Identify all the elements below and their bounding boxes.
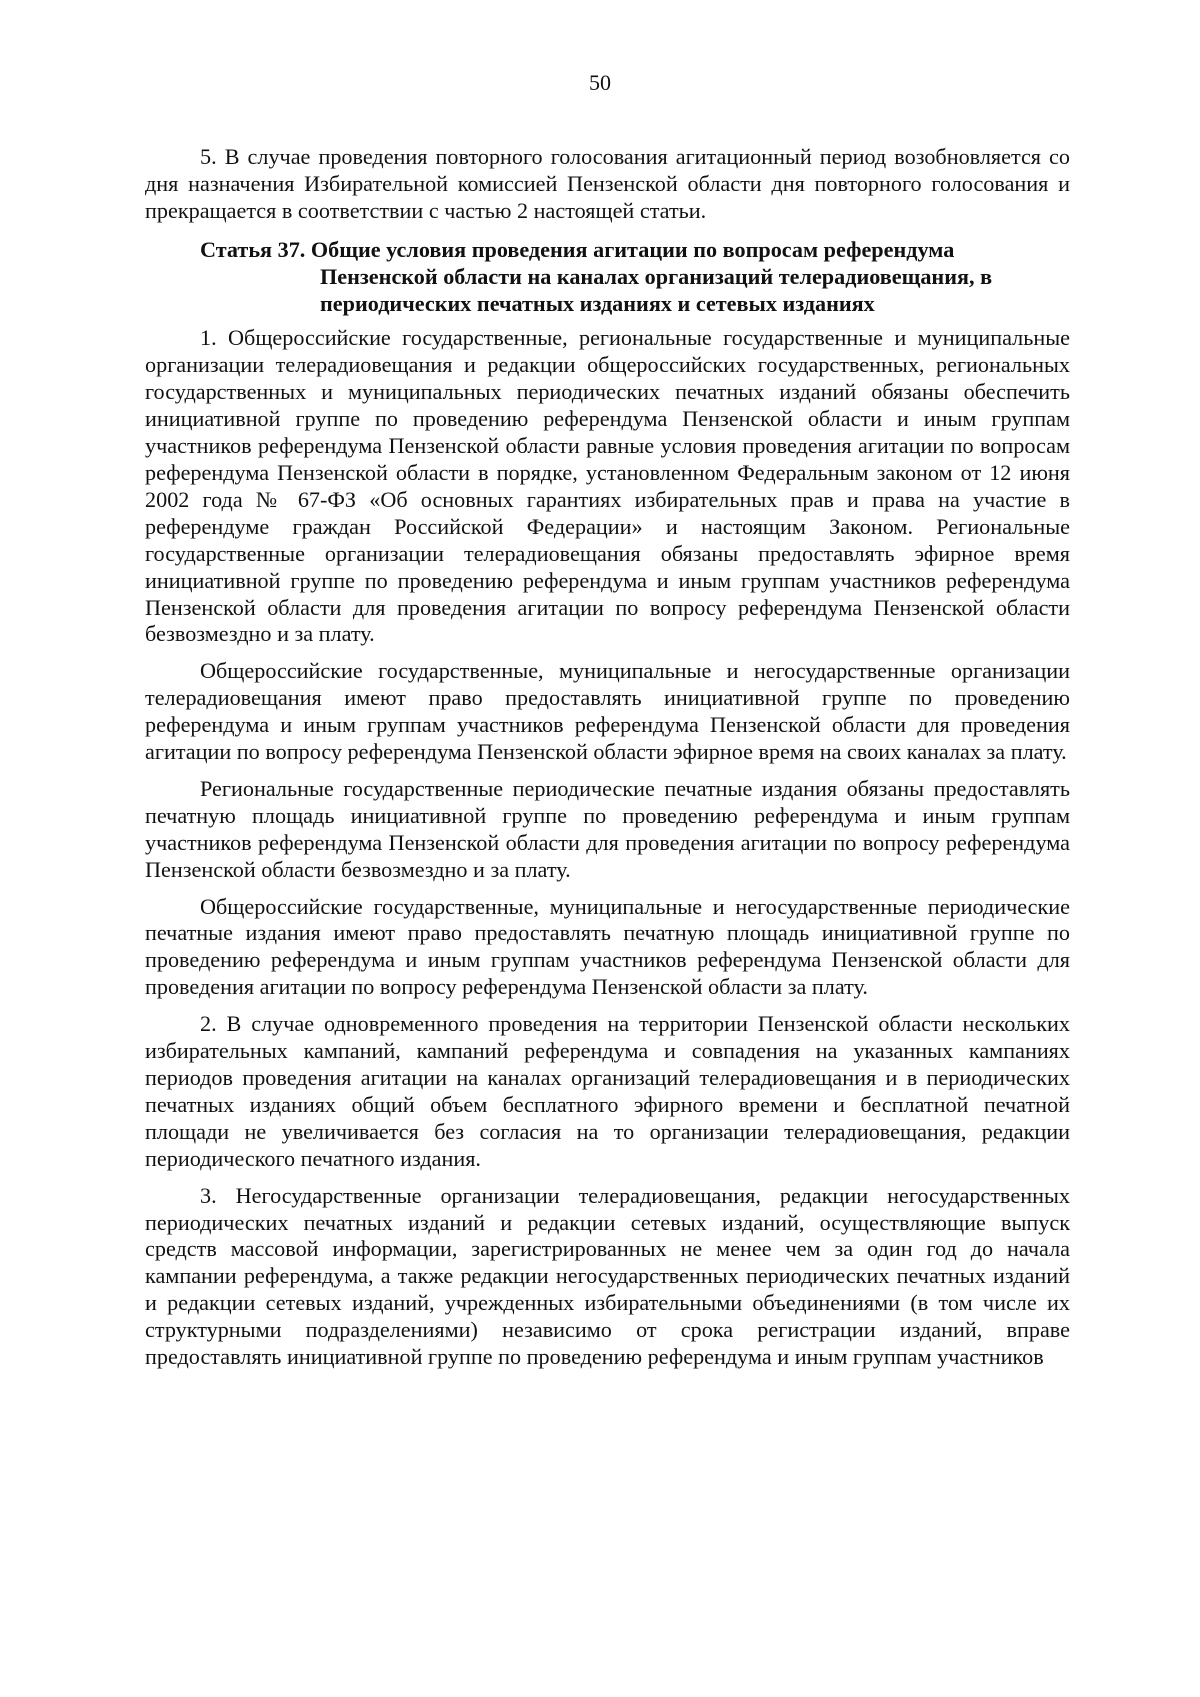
document-body bbox=[145, 144, 1070, 1381]
article-heading-line-3: периодических печатных изданиях и сетевых изданиях bbox=[320, 290, 875, 316]
paragraph-part-2: 2. В случае одновременного проведения на территории Пензенской области нескольких избирательных кампаний, кампаний референдума и совпадения на указанных кампаниях периодов проведения агитации на каналах организаций телерадиовещания и в периодических печатных изданиях общий объем бесплатного эфирного времени и бесплатной печатной площади не увеличивается без согласия на то организации телерадиовещания, редакции периодического печатного издания. bbox=[145, 1011, 1070, 1171]
article-heading bbox=[145, 237, 1070, 318]
article-heading-line-2: Пензенской области на каналах организаций телерадиовещания, в bbox=[320, 263, 993, 289]
paragraph-part-3: 3. Негосударственные организации телерадиовещания, редакции негосударственных периодических печатных изданий и редакции сетевых изданий, осуществляющие выпуск средств массовой информации, зарегистрированных не менее чем за один год до начала кампании референдума, а также редакции негосударственных периодических печатных изданий и редакции сетевых изданий, учрежденных избирательными объединениями (в том числе их структурными подразделениями) независимо от срока регистрации изданий, вправе предоставлять инициативной группе по проведению референдума и иным группам участников bbox=[145, 1182, 1070, 1370]
paragraph-broadcast-rights: Общероссийские государственные, муниципальные и негосударственные организации телерадиовещания имеют право предоставлять инициативной группе по проведению референдума и иным группам участников референдума Пензенской области для проведения агитации по вопросу референдума Пензенской области эфирное время на своих каналах за плату. bbox=[145, 658, 1070, 765]
paragraph-part-1: 1. Общероссийские государственные, региональные государственные и муниципальные организации телерадиовещания и редакции общероссийских государственных, региональных государственных и муниципальных периодических печатных изданий обязаны обеспечить инициативной группе по проведению референдума Пензенской области и иным группам участников референдума Пензенской области равные условия проведения агитации по вопросам референдума Пензенской области в порядке, установленном Федеральным законом от 12 июня 2002 года № 67-ФЗ «Об основных гарантиях избирательных прав и права на участие в референдуме граждан Российской Федерации» и настоящим Законом. Региональные государственные организации телерадиовещания обязаны предоставлять эфирное время инициативной группе по проведению референдума и иным группам участников референдума Пензенской области для проведения агитации по вопросу референдума Пензенской области безвозмездно и за плату. bbox=[145, 325, 1070, 647]
page-number: 50 bbox=[589, 70, 611, 95]
article-heading-line-1: Статья 37. Общие условия проведения агитации по вопросам референдума bbox=[200, 236, 955, 262]
paragraph-regional-print: Региональные государственные периодические печатные издания обязаны предоставлять печатную площадь инициативной группе по проведению референдума и иным группам участников референдума Пензенской области для проведения агитации по вопросу референдума Пензенской области безвозмездно и за плату. bbox=[145, 775, 1070, 882]
paragraph-part-5: 5. В случае проведения повторного голосования агитационный период возобновляется со дня назначения Избирательной комиссией Пензенской области дня повторного голосования и прекращается в соответствии с частью 2 настоящей статьи. bbox=[145, 144, 1070, 223]
paragraph-print-rights: Общероссийские государственные, муниципальные и негосударственные периодические печатные издания имеют право предоставлять печатную площадь инициативной группе по проведению референдума и иным группам участников референдума Пензенской области для проведения агитации по вопросу референдума Пензенской области за плату. bbox=[145, 893, 1070, 1000]
